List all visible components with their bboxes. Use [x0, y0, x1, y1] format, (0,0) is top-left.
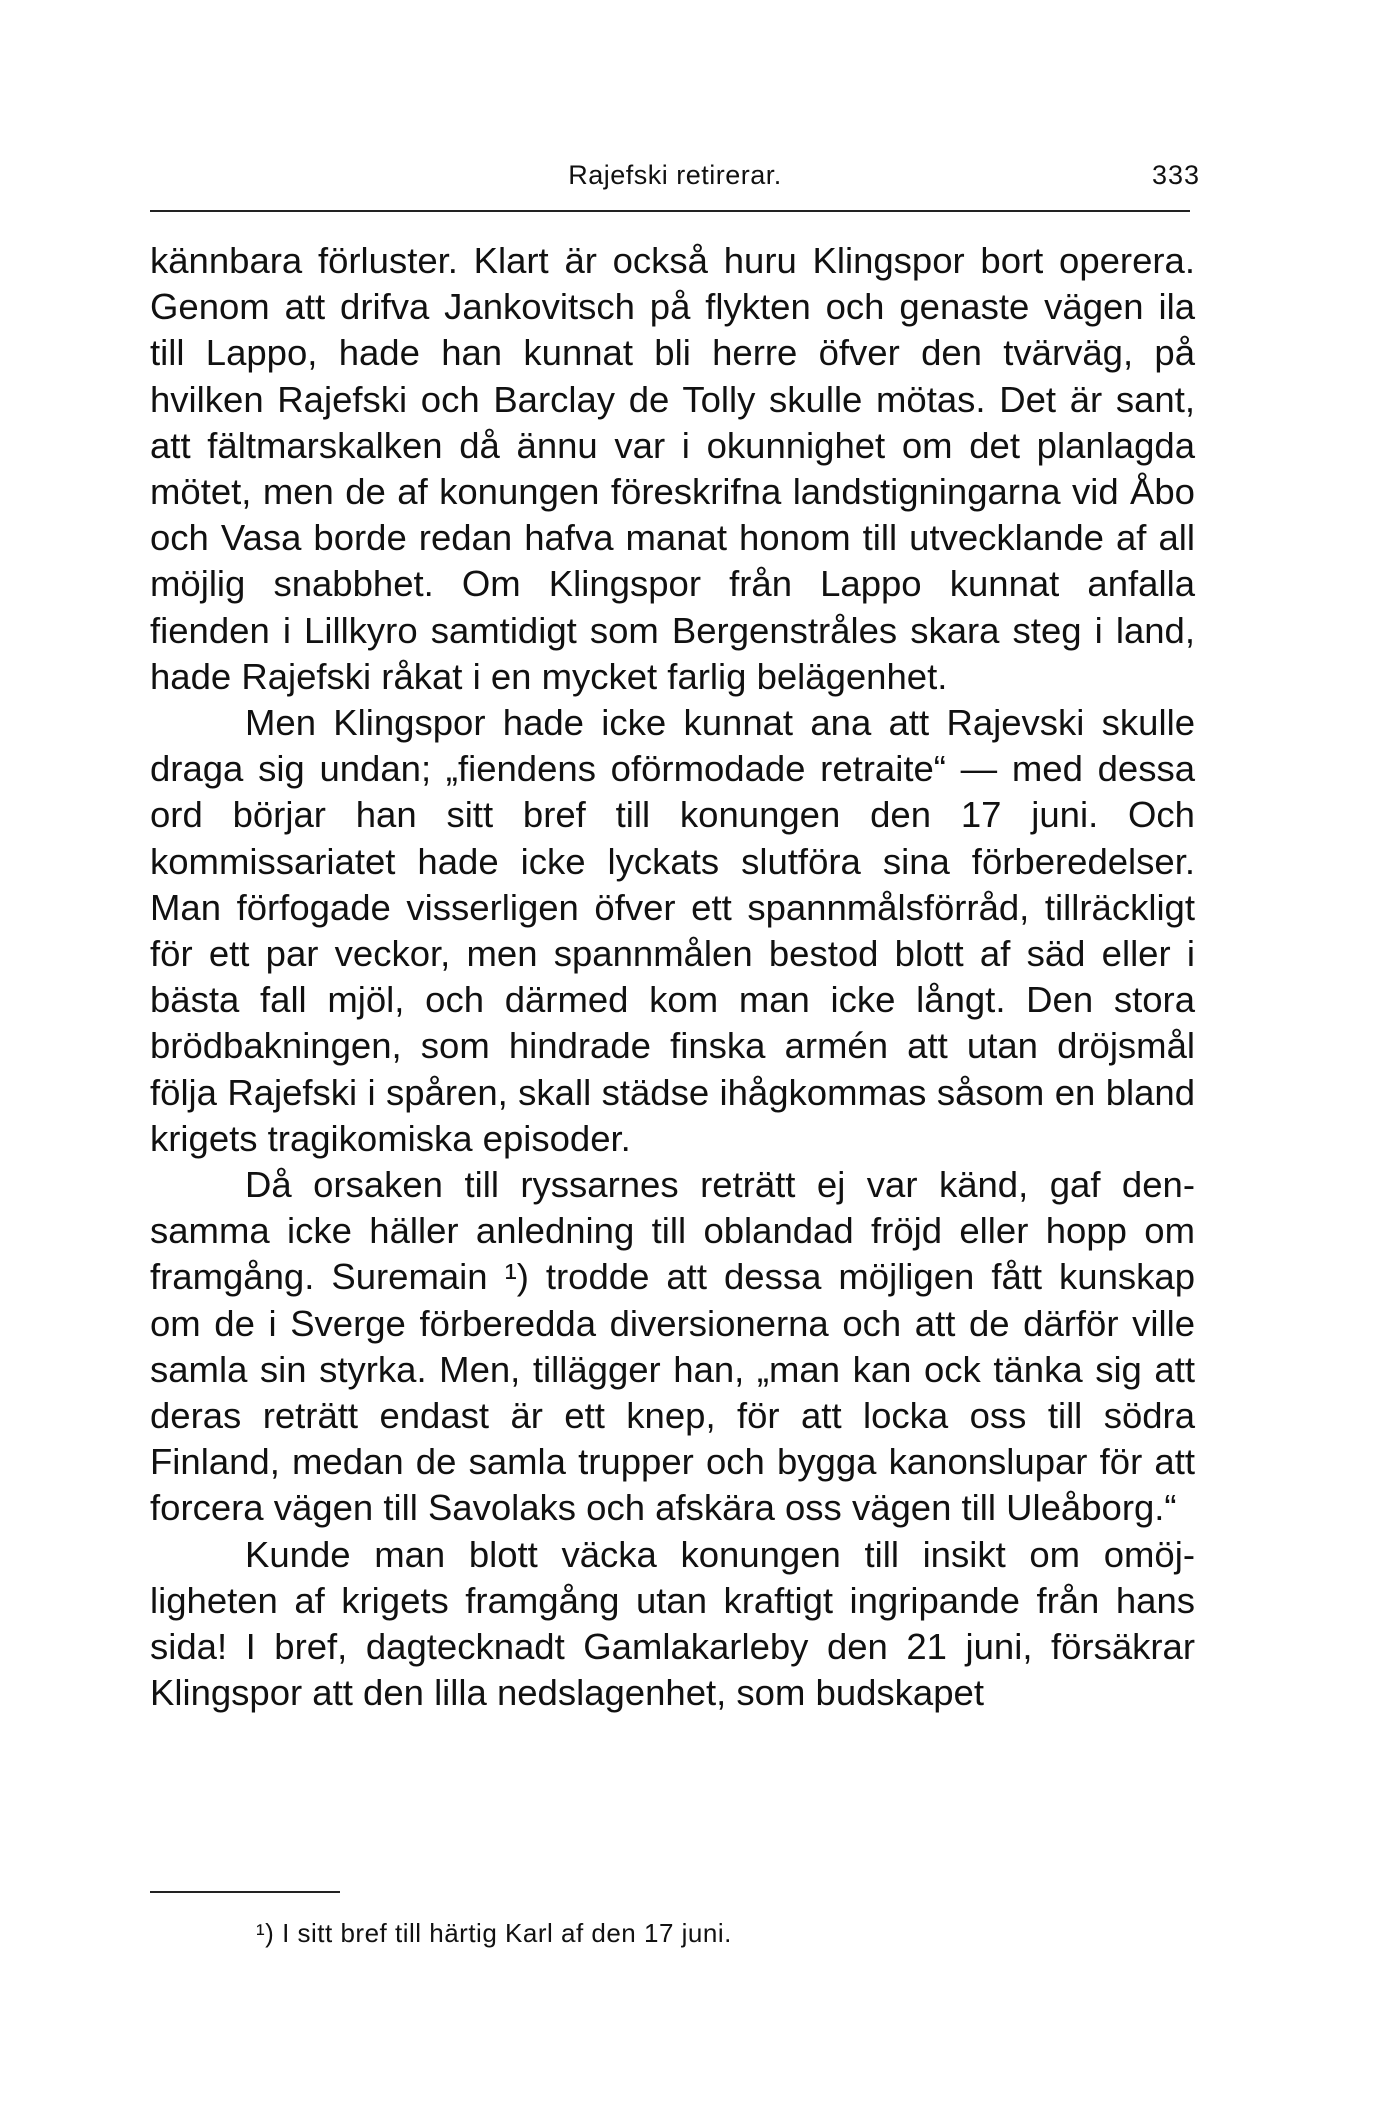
footnote-marker: ¹) [256, 1918, 275, 1948]
header-rule [150, 210, 1190, 212]
footnote-text: I sitt bref till härtig Karl af den 17 juni. [282, 1918, 732, 1948]
paragraph: kännbara förluster. Klart är också huru Klingspor bort operera. Genom att drifva Jankovitsch på flykten och genaste vägen ila till Lappo, hade han kunnat bli herre öfver den tvärväg, på hvilken Rajefski och Barclay de Tolly skulle mötas. Det är sant, att fältmarskalken då ännu var i okunnighet om det planlagda mötet, men de af konungen föreskrifna landstigningarna vid Åbo och Vasa borde redan hafva manat honom till utvecklande af all möjlig snabbhet. Om Klingspor från Lappo kunnat anfalla fienden i Lillkyro samtidigt som Bergenstråles skara steg i land, hade Rajefski råkat i en mycket farlig belägenhet. [150, 240, 1195, 697]
paragraph: Men Klingspor hade icke kunnat ana att Rajevski skulle draga sig undan; „fiendens oförmodade retraite“ — med dessa ord börjar han sitt bref till konungen den 17 juni. Och kommissariatet hade icke lyckats slutföra sina förberedelser. Man förfogade visserligen öfver ett spannmålsförråd, tillräckligt för ett par veckor, men spannmålen bestod blott af säd eller i bästa fall mjöl, och därmed kom man icke långt. Den stora brödbakningen, som hindrade finska armén att utan dröjsmål följa Rajefski i spåren, skall städse ihågkommas såsom en bland krigets tragikomiska episoder. [150, 702, 1195, 1159]
running-head: Rajefski retirerar. [568, 160, 782, 190]
paragraph: Kunde man blott väcka konungen till insikt om omöjligheten af krigets framgång utan kraftigt ingripande från hans sida! I bref, dagtecknadt Gamlakarleby den 21 juni, försäkrar Klingspor att den lilla nedslagenhet, som budskapet [150, 1533, 1195, 1714]
page-number: 333 [1151, 160, 1200, 190]
paragraph: Då orsaken till ryssarnes reträtt ej var känd, gaf densamma icke häller anledning till oblandad fröjd eller hopp om framgång. Suremain ¹) trodde att dessa möjligen fått kunskap om de i Sverge förberedda diversionerna och att de därför ville samla sin styrka. Men, tillägger han, „man kan ock tänka sig att deras reträtt endast är ett knep, för att locka oss till södra Finland, medan de samla trupper och bygga kanonslupar för att forcera vägen till Savolaks och afskära oss vägen till Uleåborg.“ [150, 1164, 1195, 1529]
page-header [150, 160, 1200, 200]
footnote-rule [150, 1891, 340, 1893]
body-text [150, 238, 1195, 1717]
footnote [256, 1918, 732, 1949]
